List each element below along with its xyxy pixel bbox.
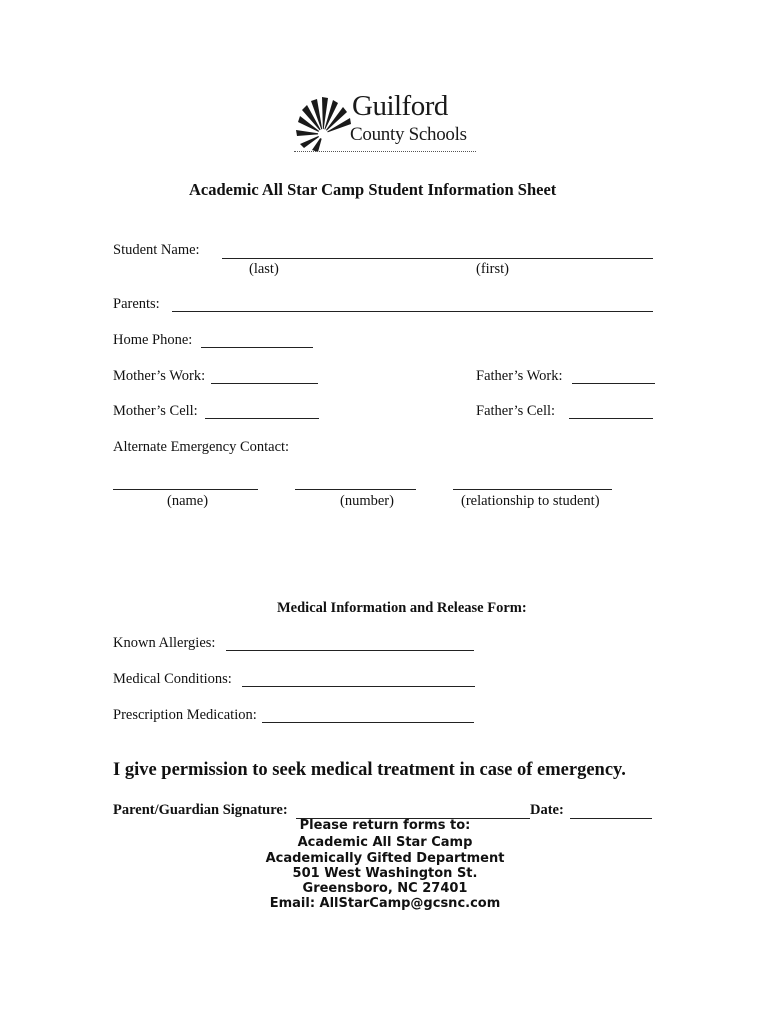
date-label: Date: [530,802,564,818]
student-first-caption: (first) [476,261,510,277]
return-email[interactable]: Email: AllStarCamp@gcsnc.com [269,896,501,911]
permission-statement: I give permission to seek medical treatment in case of emergency. [113,760,626,780]
return-line-3: Academically Gifted Department [265,851,505,866]
father-work-field[interactable] [572,383,655,384]
alt-contact-name-field[interactable] [113,489,258,490]
home-phone-field[interactable] [201,347,313,348]
allergies-label: Known Allergies: [113,635,216,651]
alt-contact-label: Alternate Emergency Contact: [113,439,290,455]
mother-work-label: Mother’s Work: [113,368,206,384]
allergies-field[interactable] [226,650,474,651]
mother-cell-label: Mother’s Cell: [113,403,198,419]
alt-contact-number-caption: (number) [340,493,394,509]
signature-label: Parent/Guardian Signature: [113,802,288,818]
return-line-2: Academic All Star Camp [297,835,473,850]
alt-contact-relationship-field[interactable] [453,489,612,490]
conditions-field[interactable] [242,686,475,687]
logo-underline [294,151,476,152]
student-last-caption: (last) [249,261,279,277]
logo-text-guilford: Guilford [352,90,448,122]
parents-label: Parents: [113,296,160,312]
alt-contact-relationship-caption: (relationship to student) [461,493,600,509]
sunburst-icon [292,94,354,154]
home-phone-label: Home Phone: [113,332,193,348]
medical-section-title: Medical Information and Release Form: [277,600,527,616]
student-name-label: Student Name: [113,242,200,258]
alt-contact-name-caption: (name) [167,493,209,509]
father-cell-field[interactable] [569,418,653,419]
parents-field[interactable] [172,311,653,312]
page-title: Academic All Star Camp Student Information Sheet [189,180,557,199]
return-line-4: 501 West Washington St. [292,866,478,881]
prescription-label: Prescription Medication: [113,707,257,723]
logo-text-county-schools: County Schools [350,124,467,145]
return-line-1: Please return forms to: [299,818,471,833]
father-cell-label: Father’s Cell: [476,403,556,419]
mother-cell-field[interactable] [205,418,319,419]
father-work-label: Father’s Work: [476,368,563,384]
alt-contact-number-field[interactable] [295,489,416,490]
return-line-5: Greensboro, NC 27401 [302,881,468,896]
mother-work-field[interactable] [211,383,318,384]
guilford-logo [290,90,490,160]
student-name-field[interactable] [222,258,653,259]
conditions-label: Medical Conditions: [113,671,232,687]
prescription-field[interactable] [262,722,474,723]
